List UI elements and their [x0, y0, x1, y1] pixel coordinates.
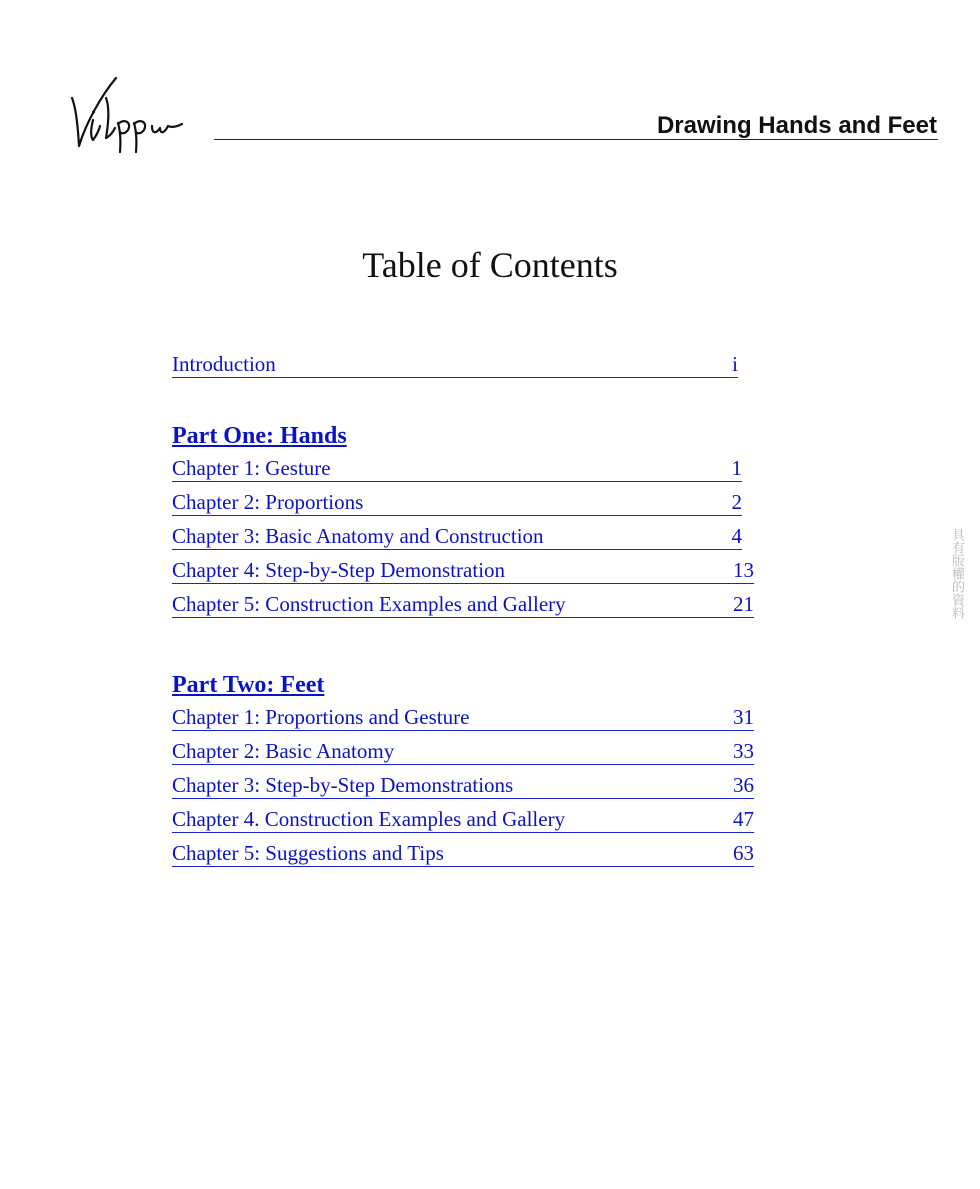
toc-entry-label: Chapter 4. Construction Examples and Gallery [172, 807, 566, 831]
toc-entry-hands-ch1[interactable] [172, 456, 742, 482]
toc-entry-label: Chapter 2: Proportions [172, 490, 364, 514]
toc-entry-label: Chapter 1: Gesture [172, 456, 331, 480]
toc-entry-hands-ch4[interactable] [172, 558, 754, 584]
toc-entry-page: 4 [731, 524, 742, 548]
toc-entry-page: 47 [733, 807, 754, 831]
toc-entry-label: Chapter 3: Basic Anatomy and Construction [172, 524, 544, 548]
part-two-heading[interactable]: Part Two: Feet [172, 672, 325, 698]
page-header [0, 0, 980, 160]
toc-entry-page: i [732, 352, 738, 376]
toc-entry-page: 2 [731, 490, 742, 514]
toc-entry-page: 63 [733, 841, 754, 865]
toc-entry-feet-ch1[interactable] [172, 705, 754, 731]
toc-entry-hands-ch5[interactable] [172, 592, 754, 618]
toc-entry-introduction[interactable] [172, 352, 738, 378]
table-of-contents [172, 352, 762, 875]
toc-entry-label: Chapter 4: Step-by-Step Demonstration [172, 558, 506, 582]
toc-entry-hands-ch2[interactable] [172, 490, 742, 516]
toc-entry-page: 1 [731, 456, 742, 480]
toc-entry-page: 33 [733, 739, 754, 763]
toc-entry-page: 36 [733, 773, 754, 797]
toc-entry-label: Chapter 1: Proportions and Gesture [172, 705, 470, 729]
toc-entry-feet-ch5[interactable] [172, 841, 754, 867]
toc-entry-page: 13 [733, 558, 754, 582]
copyright-watermark: 具有版權的資料 [949, 528, 964, 619]
toc-entry-feet-ch3[interactable] [172, 773, 754, 799]
toc-entry-hands-ch3[interactable] [172, 524, 742, 550]
toc-entry-feet-ch2[interactable] [172, 739, 754, 765]
toc-entry-label: Chapter 5: Construction Examples and Gallery [172, 592, 566, 616]
part-one-heading[interactable]: Part One: Hands [172, 423, 347, 449]
toc-entry-page: 31 [733, 705, 754, 729]
toc-entry-label: Chapter 2: Basic Anatomy [172, 739, 395, 763]
toc-entry-feet-ch4[interactable] [172, 807, 754, 833]
header-title: Drawing Hands and Feet [656, 112, 937, 139]
toc-entry-label: Chapter 3: Step-by-Step Demonstrations [172, 773, 514, 797]
vilppu-signature-logo [66, 68, 226, 158]
toc-title: Table of Contents [362, 245, 618, 285]
toc-entry-label: Chapter 5: Suggestions and Tips [172, 841, 444, 865]
toc-entry-page: 21 [733, 592, 754, 616]
toc-entry-label: Introduction [172, 352, 276, 376]
